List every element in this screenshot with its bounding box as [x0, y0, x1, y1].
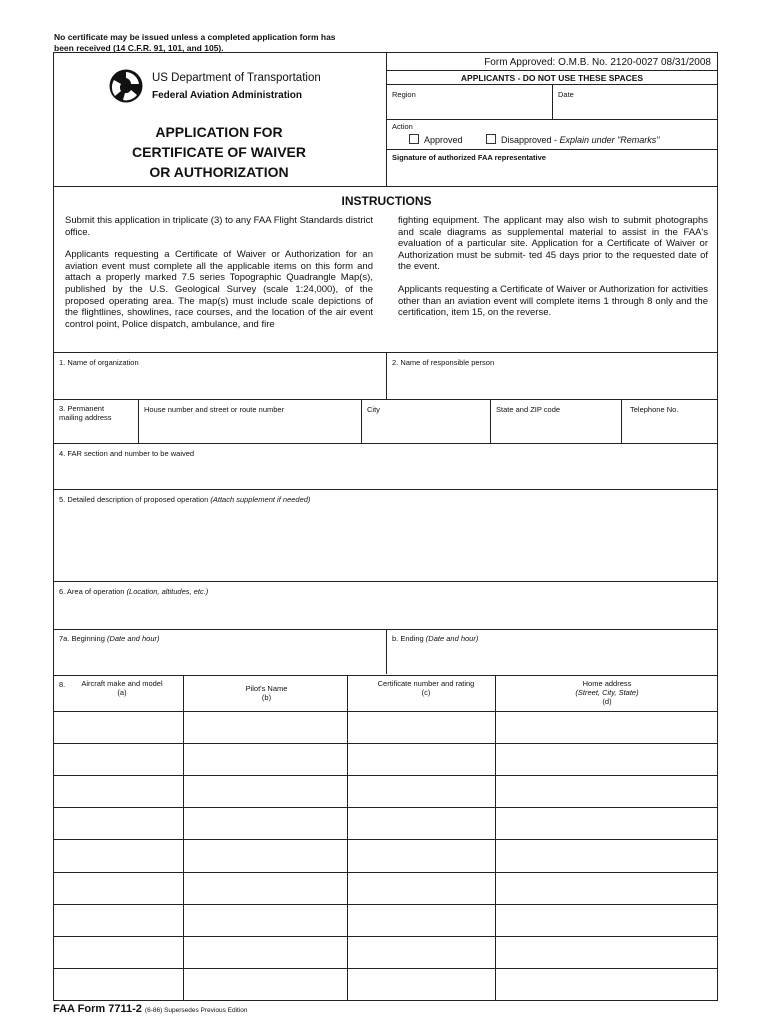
- disapproved-note: Explain under "Remarks": [559, 135, 660, 145]
- col-d-note: (Street, City, State): [575, 688, 639, 697]
- table-cell-a[interactable]: [55, 809, 183, 838]
- table-cell-c[interactable]: [348, 745, 495, 774]
- table-cell-a[interactable]: [55, 906, 183, 935]
- table-cell-b[interactable]: [184, 874, 347, 903]
- table-cell-d[interactable]: [496, 745, 717, 774]
- field-3-label: 3. Permanent mailing address: [59, 404, 112, 422]
- instructions-right: [398, 215, 708, 319]
- col-b-header: [184, 684, 349, 702]
- disapproved-checkbox[interactable]: [486, 134, 496, 144]
- table-cell-d[interactable]: [496, 713, 717, 742]
- region-field[interactable]: [387, 90, 551, 118]
- col-c-letter: (c): [421, 688, 431, 697]
- responsible-person-input[interactable]: [388, 368, 716, 398]
- form-id: FAA Form 7711-2: [53, 1003, 142, 1015]
- date-label: Date: [558, 90, 574, 99]
- col-d-header: [497, 679, 717, 706]
- col-a-letter: (a): [117, 688, 127, 697]
- field-7a-text: 7a. Beginning: [59, 634, 105, 643]
- date-field[interactable]: [553, 90, 717, 118]
- table-cell-c[interactable]: [348, 906, 495, 935]
- table-cell-b[interactable]: [184, 841, 347, 870]
- application-form: [53, 52, 718, 1001]
- field-6-text: 6. Area of operation: [59, 587, 125, 596]
- col-c-title: Certificate number and rating: [377, 679, 475, 688]
- disapproved-label: Disapproved -: [501, 135, 558, 145]
- street-input[interactable]: [140, 415, 360, 442]
- table-cell-d[interactable]: [496, 874, 717, 903]
- form-edition: (6-86) Supersedes Previous Edition: [144, 1007, 248, 1014]
- instructions-para-4: Applicants requesting a Certificate of Waiver or Authorization for activities other than an aviation event will complete items 1 through 8 only and the certification, item 15, on the reverse.: [398, 283, 708, 319]
- field-6-label: [59, 587, 208, 596]
- instructions-left: [65, 215, 373, 330]
- col-a-header: [74, 679, 170, 697]
- field-7a-note: (Date and hour): [106, 634, 160, 643]
- action-label: Action: [392, 122, 413, 131]
- table-cell-c[interactable]: [348, 938, 495, 967]
- form-footer: [53, 1003, 248, 1015]
- col-b-letter: (b): [261, 693, 272, 702]
- table-cell-b[interactable]: [184, 745, 347, 774]
- instructions-para-3: fighting equipment. The applicant may also wish to submit photographs and scale diagrams as supplemental material to assist in the FAA's evaluation of a particular site. Application for a Certificate of Waiver or Authorization must be submit- ted 45 days prior to the requested date of the event.: [398, 215, 708, 273]
- notice-text: No certificate may be issued unless a completed application form has been received (14 C.F.R. 91, 101, and 105).: [54, 32, 336, 53]
- field-6-note: (Location, altitudes, etc.): [126, 587, 209, 596]
- table-cell-c[interactable]: [348, 809, 495, 838]
- table-cell-c[interactable]: [348, 841, 495, 870]
- city-input[interactable]: [363, 415, 489, 442]
- telephone-label: Telephone No.: [630, 405, 679, 414]
- table-cell-c[interactable]: [348, 970, 495, 999]
- signature-field[interactable]: [387, 163, 717, 185]
- disapproved-option[interactable]: [486, 134, 659, 146]
- table-cell-b[interactable]: [184, 809, 347, 838]
- table-cell-c[interactable]: [348, 874, 495, 903]
- table-cell-a[interactable]: [55, 745, 183, 774]
- operation-description-input[interactable]: [55, 506, 717, 579]
- instructions-para-2: Applicants requesting a Certificate of Waiver or Authorization for an aviation event must complete all the applicable items on this form and attach a properly marked 7.5 series Topographic Quadrangle Map(s), published by the U.S. Geological Survey (scale 1:24,000), of the proposed operating area. The map(s) must include scale depictions of the flightlines, showlines, race courses, and the location of the air event control point, Police dispatch, ambulance, and fire: [65, 249, 373, 330]
- approved-label: Approved: [424, 135, 463, 145]
- form-title-line1: APPLICATION FOR: [155, 124, 283, 140]
- ending-input[interactable]: [388, 645, 716, 673]
- col-d-title: Home address: [582, 679, 632, 688]
- table-cell-c[interactable]: [348, 713, 495, 742]
- omb-approval: Form Approved: O.M.B. No. 2120-0027 08/31/2008: [484, 57, 711, 68]
- table-cell-a[interactable]: [55, 777, 183, 806]
- beginning-input[interactable]: [55, 645, 385, 673]
- area-of-operation-input[interactable]: [55, 598, 717, 628]
- field-1-label: 1. Name of organization: [59, 358, 139, 367]
- field-7b-label: [392, 634, 478, 643]
- table-cell-a[interactable]: [55, 841, 183, 870]
- telephone-input[interactable]: [623, 415, 717, 442]
- field-4-label: 4. FAR section and number to be waived: [59, 449, 195, 458]
- table-cell-a[interactable]: [55, 970, 183, 999]
- form-title: [54, 122, 384, 182]
- dot-logo-icon: [109, 69, 143, 103]
- instructions-para-1: Submit this application in triplicate (3) to any FAA Flight Standards district office.: [65, 215, 373, 238]
- approved-option[interactable]: [409, 134, 463, 146]
- table-cell-a[interactable]: [55, 713, 183, 742]
- table-cell-b[interactable]: [184, 713, 347, 742]
- department-name: US Department of Transportation: [152, 72, 321, 84]
- table-cell-d[interactable]: [496, 777, 717, 806]
- form-title-line3: OR AUTHORIZATION: [149, 164, 289, 180]
- agency-name: Federal Aviation Administration: [152, 90, 303, 101]
- table-cell-c[interactable]: [348, 777, 495, 806]
- instructions-heading: INSTRUCTIONS: [341, 194, 432, 208]
- table-cell-d[interactable]: [496, 809, 717, 838]
- field-5-label: [59, 495, 310, 504]
- approved-checkbox[interactable]: [409, 134, 419, 144]
- office-use-heading: APPLICANTS - DO NOT USE THESE SPACES: [460, 73, 644, 83]
- city-label: City: [367, 405, 380, 414]
- form-title-line2: CERTIFICATE OF WAIVER: [132, 144, 306, 160]
- organization-name-input[interactable]: [55, 368, 385, 398]
- table-cell-a[interactable]: [55, 874, 183, 903]
- table-cell-b[interactable]: [184, 970, 347, 999]
- state-zip-input[interactable]: [492, 415, 620, 442]
- far-section-input[interactable]: [55, 460, 717, 488]
- state-zip-label: State and ZIP code: [496, 405, 561, 414]
- field-5-text: 5. Detailed description of proposed operation: [59, 495, 209, 504]
- table-cell-d[interactable]: [496, 841, 717, 870]
- field-8-label: 8.: [59, 680, 66, 689]
- region-label: Region: [392, 90, 416, 99]
- col-d-letter: (d): [602, 697, 612, 706]
- street-label: House number and street or route number: [144, 405, 285, 414]
- table-cell-d[interactable]: [496, 970, 717, 999]
- col-a-title: Aircraft make and model: [81, 679, 163, 688]
- field-7b-note: (Date and hour): [425, 634, 479, 643]
- signature-label: Signature of authorized FAA representative: [392, 153, 546, 162]
- col-c-header: [376, 679, 476, 697]
- table-cell-d[interactable]: [496, 938, 717, 967]
- field-5-note: (Attach supplement if needed): [210, 495, 311, 504]
- table-cell-a[interactable]: [55, 938, 183, 967]
- field-7a-label: [59, 634, 160, 643]
- table-cell-b[interactable]: [184, 906, 347, 935]
- col-b-title: Pilot's Name: [245, 684, 288, 693]
- field-7b-text: b. Ending: [392, 634, 424, 643]
- table-cell-b[interactable]: [184, 938, 347, 967]
- table-cell-d[interactable]: [496, 906, 717, 935]
- table-cell-b[interactable]: [184, 777, 347, 806]
- field-2-label: 2. Name of responsible person: [392, 358, 495, 367]
